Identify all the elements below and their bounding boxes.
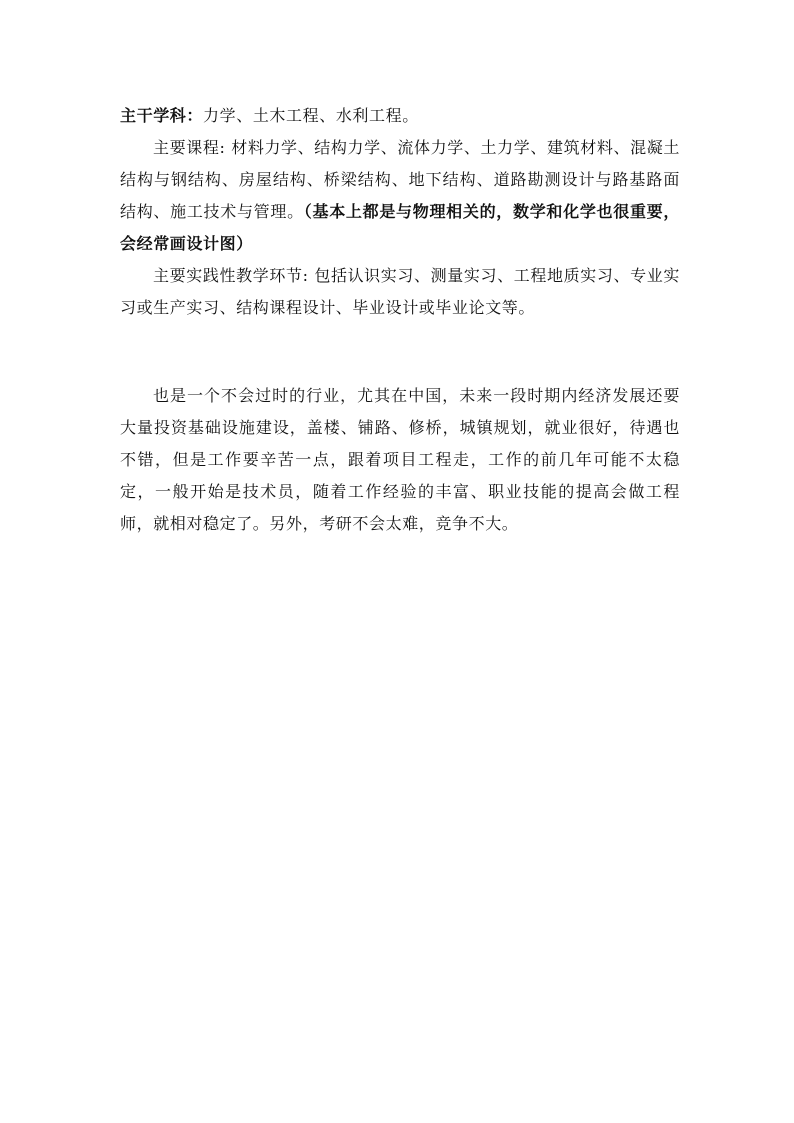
practice-text: 包括认识实习、测量实习、工程地质实习、专业实习或生产实习、结构课程设计、毕业设计或毕业论文等。 xyxy=(120,266,680,317)
practice-paragraph xyxy=(120,260,680,324)
main-subjects-text: 力学、土木工程、水利工程。 xyxy=(203,106,419,125)
document-body xyxy=(120,100,680,540)
outlook-paragraph xyxy=(120,380,680,540)
main-courses-label: 主要课程: xyxy=(153,138,226,157)
main-subjects-paragraph xyxy=(120,100,680,132)
main-subjects-label: 主干学科： xyxy=(120,106,204,125)
outlook-text: 也是一个不会过时的行业，尤其在中国，未来一段时期内经济发展还要大量投资基础设施建设，盖楼、铺路、修桥，城镇规划，就业很好，待遇也不错，但是工作要辛苦一点，跟着项目工程走，工作的前几年可能不太稳定，一般开始是技术员，随着工作经验的丰富、职业技能的提高会做工程师，就相对稳定了。另外，考研不会太难，竞争不大。 xyxy=(120,386,680,533)
main-courses-note: （基本上都是与物理相关的，数学和化学也很重要，会经常画设计图） xyxy=(120,202,680,253)
practice-label: 主要实践性教学环节: xyxy=(153,266,309,285)
main-courses-paragraph xyxy=(120,132,680,260)
paragraph-gap xyxy=(120,324,680,380)
main-courses-text: 材料力学、结构力学、流体力学、土力学、建筑材料、混凝土结构与钢结构、房屋结构、桥梁结构、地下结构、道路勘测设计与路基路面结构、施工技术与管理。 xyxy=(120,138,680,221)
